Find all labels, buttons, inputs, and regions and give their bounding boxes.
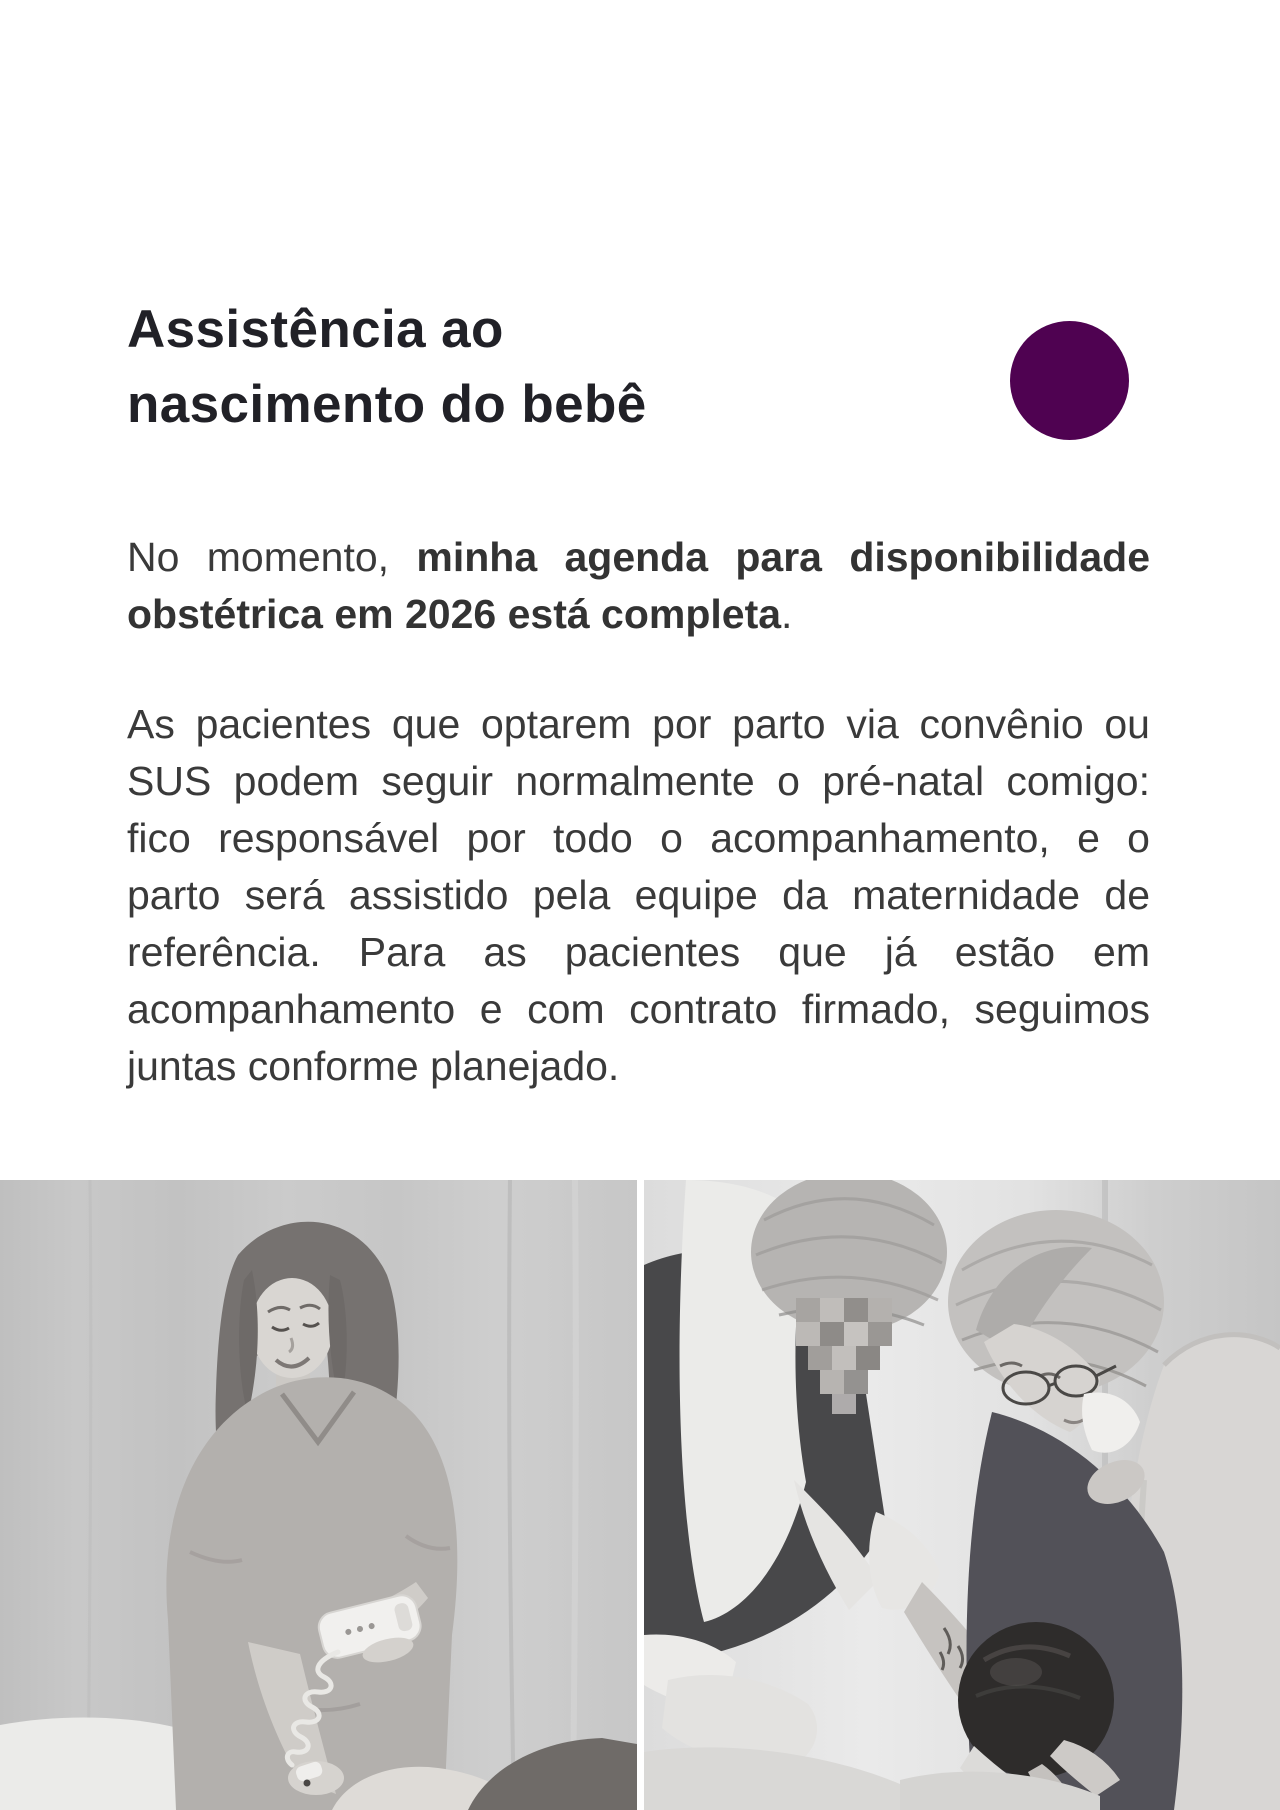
midwife-photo-illustration	[0, 1180, 637, 1810]
page-title	[127, 292, 947, 442]
text-line: obstétrica em 2026 está completa.	[127, 591, 793, 637]
birth-photo-illustration	[644, 1180, 1280, 1810]
photo-strip	[0, 1180, 1280, 1810]
text-line: juntas conforme planejado.	[127, 1043, 620, 1089]
text-line: acompanhamento e com contrato firmado, seguimos	[127, 986, 1150, 1032]
photo-birth-team	[644, 1180, 1280, 1810]
text-line: fico responsável por todo o acompanhamento, e o	[127, 815, 1150, 861]
paragraph-details	[127, 696, 1150, 1095]
text-line: No momento, minha agenda para disponibilidade	[127, 534, 1150, 580]
text-line: parto será assistido pela equipe da maternidade de	[127, 872, 1150, 918]
photo-midwife-doppler	[0, 1180, 637, 1810]
accent-circle-decoration	[1010, 321, 1129, 440]
text-line: As pacientes que optarem por parto via convênio ou	[127, 701, 1150, 747]
text-line: SUS podem seguir normalmente o pré-natal comigo:	[127, 758, 1150, 804]
text-line: nascimento do bebê	[127, 375, 647, 434]
paragraph-availability	[127, 529, 1150, 643]
text-line: referência. Para as pacientes que já estão em	[127, 929, 1150, 975]
text-line: Assistência ao	[127, 300, 504, 359]
